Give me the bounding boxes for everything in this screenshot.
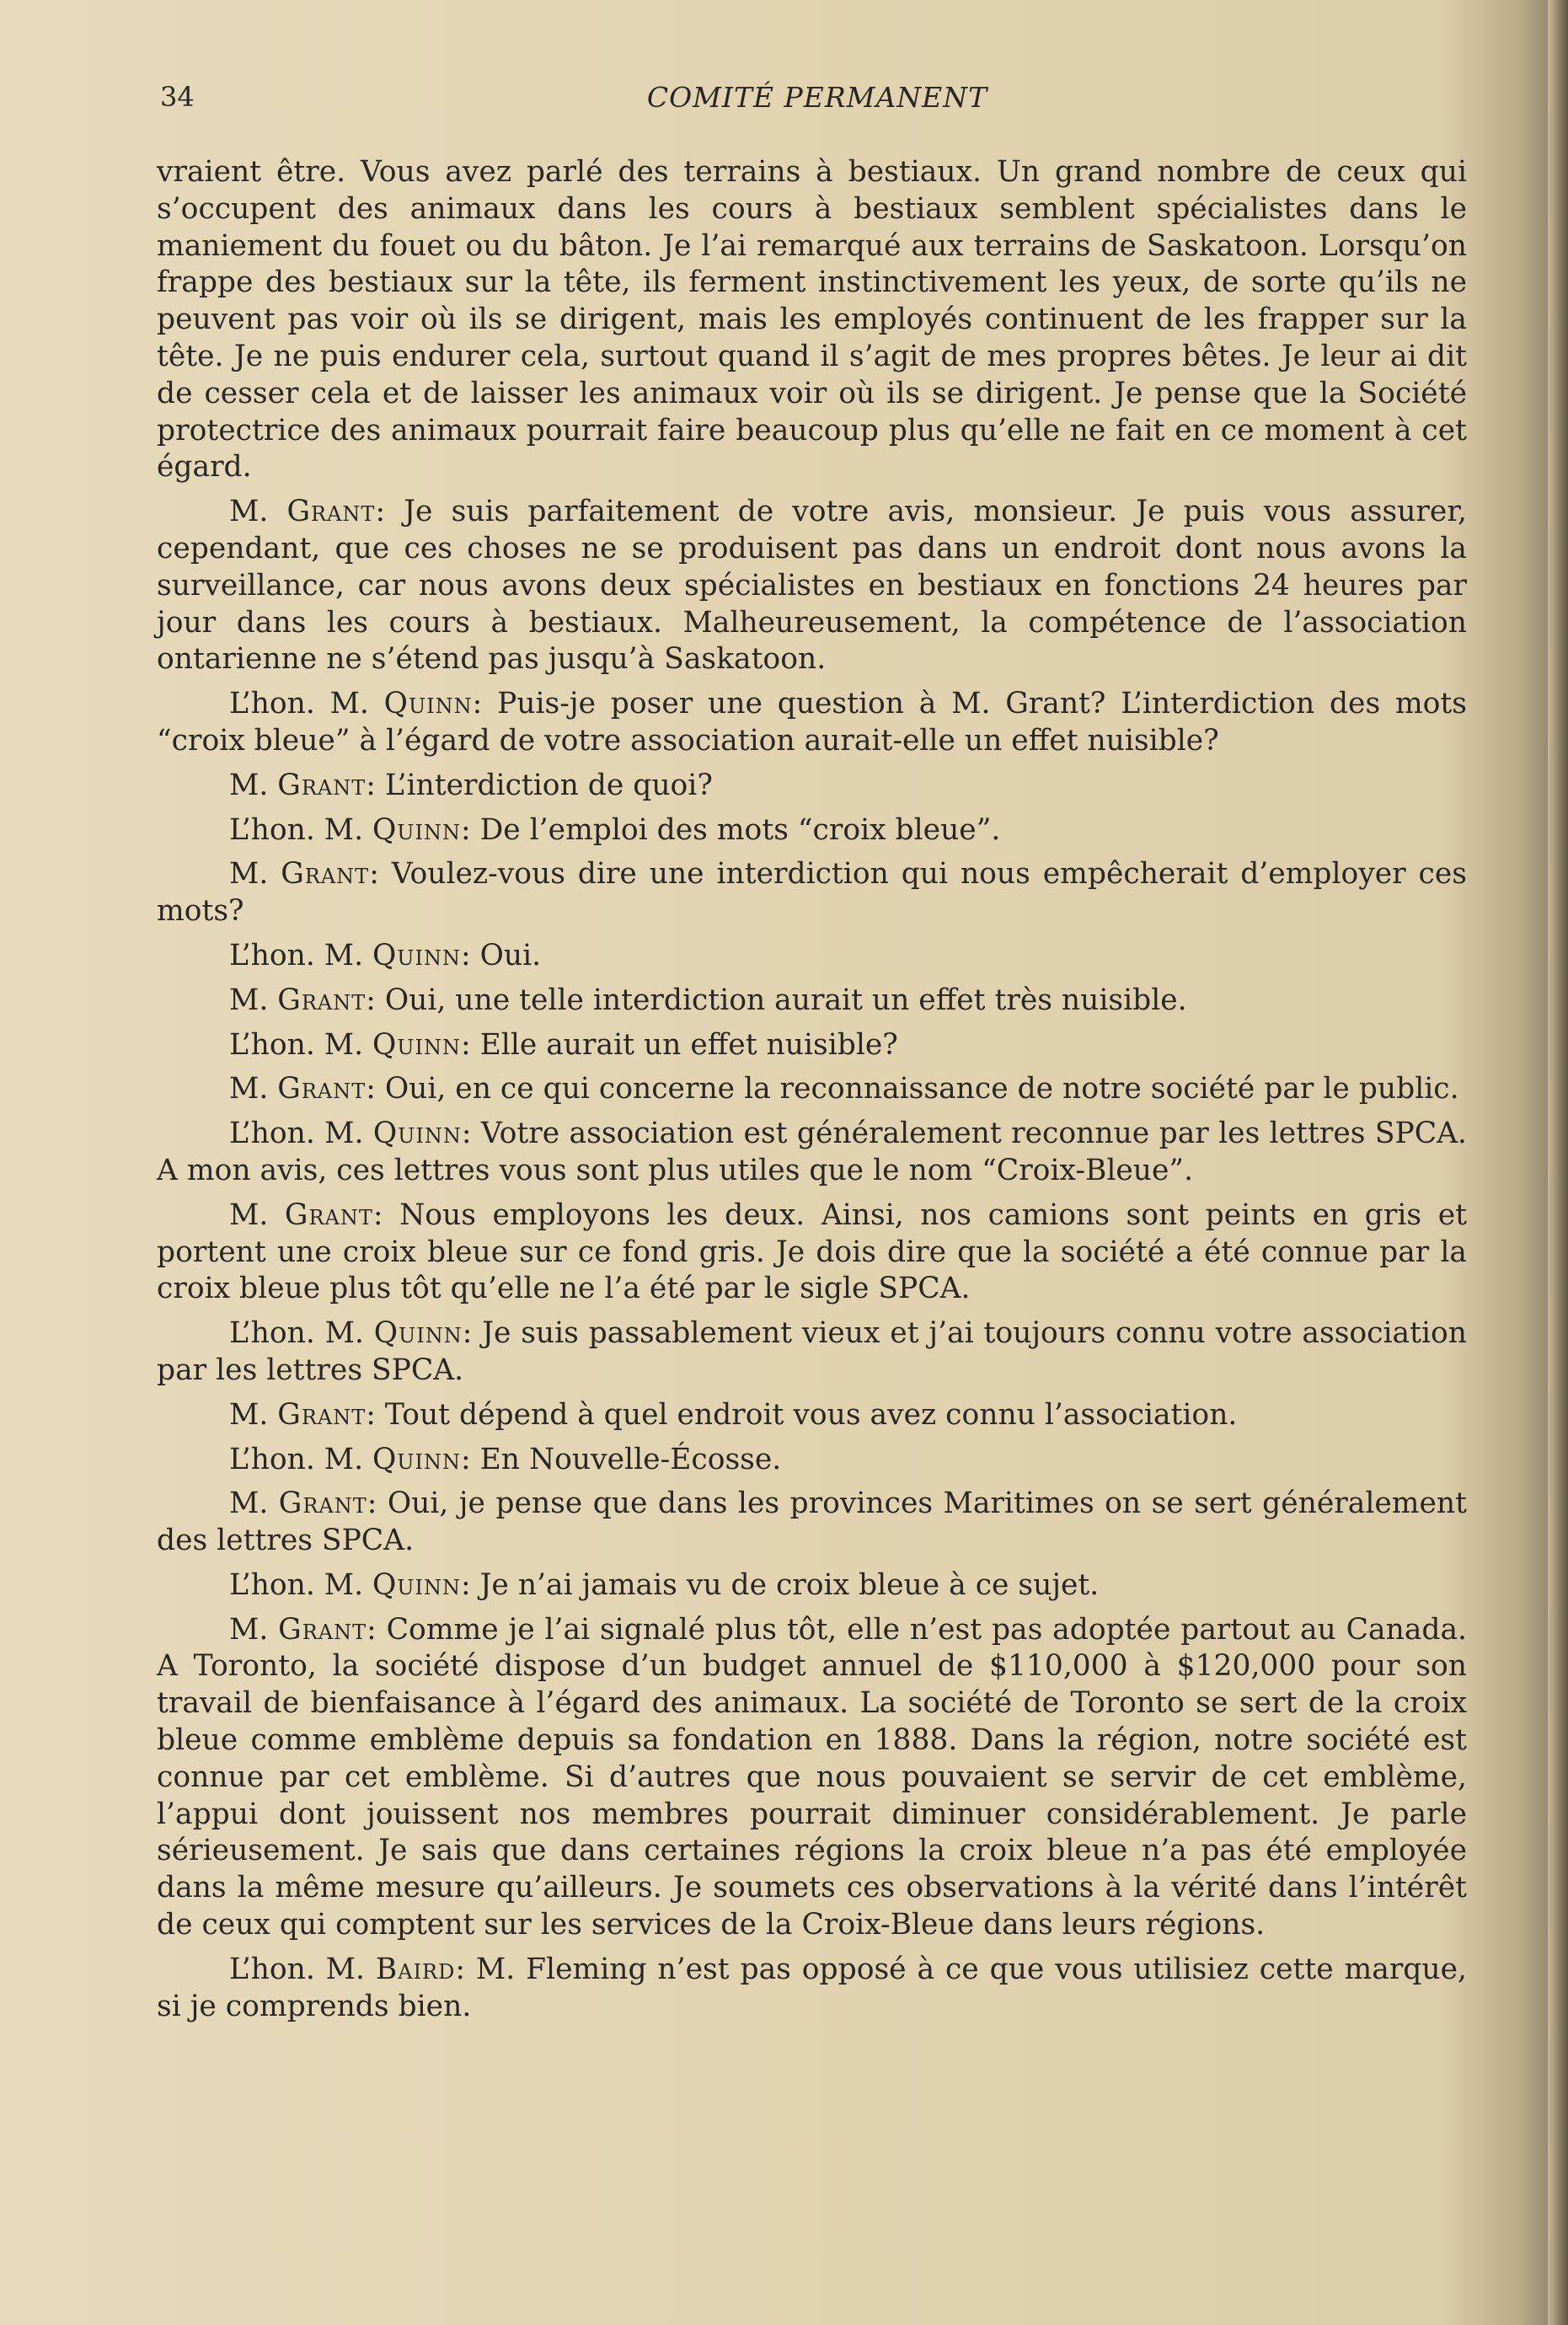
paragraph-text: : Puis-je poser une question à M. Grant? L’interdiction des mots “croix bleue” à l’égard de votre association aurait-elle un effet nuisible? [157, 687, 1467, 758]
speech-paragraph [157, 1952, 1467, 2026]
speaker-prefix: M. [229, 1397, 269, 1432]
speaker-name: Grant [281, 857, 370, 892]
speaker-prefix: M. [229, 1197, 269, 1232]
paragraph-text: : Oui, une telle interdiction aurait un effet très nuisible. [366, 983, 1187, 1017]
paragraph-text: : Voulez-vous dire une interdiction qui nous empêcherait d’employer ces mots? [157, 857, 1467, 929]
speaker-prefix: M. [229, 1612, 269, 1647]
speaker-prefix: L’hon. M. [229, 1027, 364, 1062]
page-header [160, 81, 1474, 123]
speaker-name: Quinn [372, 938, 462, 972]
paragraph-text: : Comme je l’ai signalé plus tôt, elle n’est pas adoptée partout au Canada. A Toronto, la société dispose d’un budget annuel de $110,000 à $120,000 pour son travail de bienfaisance à l’égard des animaux. La société de Toronto se sert de la croix bleue comme emblème depuis sa fondation en 1888. Dans la région, notre société est connue par cet emblème. Si d’autres que nous pouvaient se servir de cet emblème, l’appui dont jouissent nos membres pourrait diminuer considérablement. Je parle sérieusement. Je sais que dans certaines régions la croix bleue n’a pas été employée dans la même mesure qu’ailleurs. Je soumets ces observations à la vérité dans l’intérêt de ceux qui comptent sur les services de la Croix-Bleue dans leurs régions. [157, 1612, 1468, 1942]
speaker-name: Quinn [372, 1442, 462, 1476]
speech-paragraph [157, 856, 1467, 930]
paragraph-text: : Je suis parfaitement de votre avis, monsieur. Je puis vous assurer, cependant, que ces choses ne se produisent pas dans un endroit dont nous avons la surveillance, car nous avons deux spécialistes en bestiaux en fonctions 24 heures par jour dans les cours à bestiaux. Malheureusement, la compétence de l’association ontarienne ne s’étend pas jusqu’à Saskatoon. [157, 495, 1467, 677]
paragraph-text: : Elle aurait un effet nuisible? [461, 1027, 898, 1062]
speech-paragraph [157, 686, 1467, 760]
paragraph-text: : En Nouvelle-Écosse. [461, 1442, 782, 1476]
speech-paragraph [157, 1397, 1467, 1434]
speaker-prefix: M. [229, 857, 269, 892]
speaker-name: Baird [375, 1952, 456, 1986]
paragraph-continuation [157, 154, 1467, 486]
speech-paragraph [157, 1315, 1467, 1390]
paragraph-text: : Oui, je pense que dans les provinces Maritimes on se sert généralement des lettres SPCA. [157, 1487, 1468, 1558]
speech-paragraph [157, 1486, 1467, 1560]
speech-paragraph [157, 1027, 1467, 1064]
paragraph-text: vraient être. Vous avez parlé des terrains à bestiaux. Un grand nombre de ceux qui s’occupent des animaux dans les cours à bestiaux semblent spécialistes dans le maniement du fouet ou du bâton. Je l’ai remarqué aux terrains de Saskatoon. Lorsqu’on frappe des bestiaux sur la tête, ils ferment instinctivement les yeux, de sorte qu’ils ne peuvent pas voir où ils se dirigent, mais les employés continuent de les frapper sur la tête. Je ne puis endurer cela, surtout quand il s’agit de mes propres bêtes. Je leur ai dit de cesser cela et de laisser les animaux voir où ils se dirigent. Je pense que la Société protectrice des animaux pourrait faire beaucoup plus qu’elle ne fait en ce moment à cet égard. [157, 155, 1467, 485]
speaker-prefix: L’hon. M. [229, 1952, 365, 1986]
speaker-name: Grant [278, 1612, 367, 1647]
paragraph-text: : Tout dépend à quel endroit vous avez connu l’association. [366, 1397, 1238, 1432]
speaker-prefix: M. [229, 1487, 269, 1521]
speech-paragraph [157, 494, 1467, 678]
speaker-prefix: L’hon. M. [229, 938, 364, 972]
page-edge-shadow [1548, 0, 1568, 2325]
running-title: COMITÉ PERMANENT [646, 81, 988, 114]
page-number: 34 [160, 81, 195, 113]
transcript-body [157, 154, 1467, 2033]
paragraph-text: : Votre association est généralement reconnue par les lettres SPCA. A mon avis, ces lettres vous sont plus utiles que le nom “Croix-Bleue”. [157, 1117, 1467, 1187]
speech-paragraph [157, 1071, 1467, 1108]
speaker-prefix: M. [229, 768, 269, 802]
speaker-name: Grant [286, 495, 376, 529]
speaker-name: Quinn [383, 687, 473, 721]
speaker-name: Quinn [372, 812, 462, 847]
speaker-prefix: M. [229, 1072, 269, 1106]
speech-paragraph [157, 983, 1467, 1020]
speaker-prefix: M. [229, 495, 269, 529]
paragraph-text: : Oui. [461, 938, 542, 972]
paragraph-text: : M. Fleming n’est pas opposé à ce que vous utilisiez cette marque, si je comprends bien. [157, 1952, 1467, 2023]
paragraph-text: : Nous employons les deux. Ainsi, nos camions sont peints en gris et portent une croix bleue sur ce fond gris. Je dois dire que la société a été connue par la croix bleue plus tôt qu’elle ne l’a été par le sigle SPCA. [157, 1197, 1467, 1306]
speaker-prefix: L’hon. M. [229, 812, 364, 847]
speaker-prefix: L’hon. M. [229, 1442, 364, 1476]
speaker-name: Quinn [372, 1117, 462, 1151]
speech-paragraph [157, 768, 1467, 805]
speech-paragraph [157, 812, 1467, 849]
paragraph-text: : Je suis passablement vieux et j’ai toujours connu votre association par les lettres SPCA. [157, 1316, 1467, 1387]
paragraph-text: : De l’emploi des mots “croix bleue”. [461, 812, 1001, 847]
speaker-name: Grant [284, 1197, 373, 1232]
speaker-name: Grant [277, 768, 367, 802]
speech-paragraph [157, 938, 1467, 975]
speech-paragraph [157, 1567, 1467, 1604]
speaker-name: Grant [277, 1072, 367, 1106]
speaker-name: Grant [277, 1397, 367, 1432]
speaker-name: Grant [278, 1487, 367, 1521]
speaker-prefix: L’hon. M. [229, 1567, 364, 1602]
speaker-name: Quinn [373, 1316, 463, 1351]
paragraph-text: : Oui, en ce qui concerne la reconnaissance de notre société par le public. [366, 1072, 1459, 1106]
paragraph-text: : L’interdiction de quoi? [366, 768, 713, 802]
speech-paragraph [157, 1116, 1467, 1190]
speech-paragraph [157, 1612, 1467, 1944]
speaker-name: Grant [277, 983, 367, 1017]
speaker-prefix: M. [229, 983, 269, 1017]
speaker-name: Quinn [372, 1027, 462, 1062]
speaker-prefix: L’hon. M. [229, 1117, 364, 1151]
speech-paragraph [157, 1442, 1467, 1479]
paragraph-text: : Je n’ai jamais vu de croix bleue à ce sujet. [461, 1567, 1100, 1602]
speaker-prefix: L’hon. M. [229, 687, 369, 721]
speaker-name: Quinn [372, 1567, 462, 1602]
speech-paragraph [157, 1197, 1467, 1308]
speaker-prefix: L’hon. M. [229, 1316, 364, 1351]
